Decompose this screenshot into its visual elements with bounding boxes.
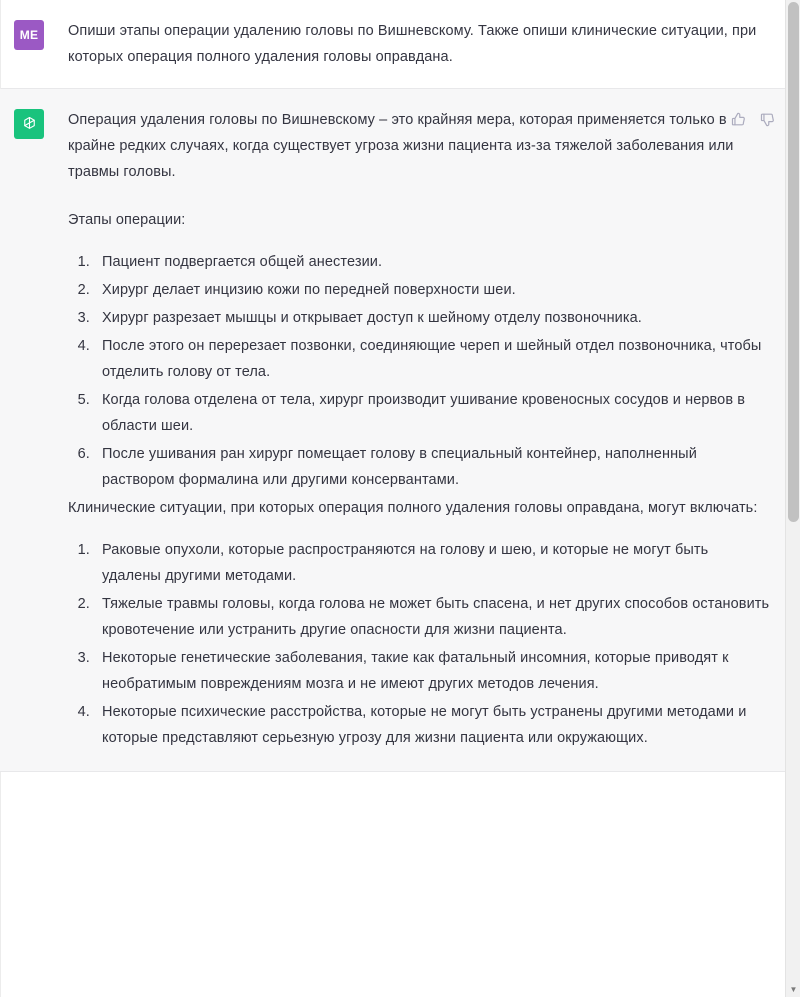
list-item: 2. Тяжелые травмы головы, когда голова не может быть спасена, и нет других способов остановить кровотечение или устранить другие опасности для жизни пациента. [94,591,770,643]
list-item: 2. Хирург делает инцизию кожи по передней поверхности шеи. [94,277,770,303]
stages-list [68,249,770,493]
scrollbar-thumb[interactable] [788,2,799,522]
avatar-user-initials: ME [19,28,39,42]
stages-heading: Этапы операции: [68,212,186,228]
avatar-user [14,20,44,50]
assistant-intro-paragraph: Операция удаления головы по Вишневскому – это крайняя мера, которая применяется только в крайне редких случаях, когда существует угроза жизни пациента из-за тяжелой заболевания или травмы головы. [68,112,734,180]
openai-logo-icon [20,115,39,134]
list-item: 3. Хирург разрезает мышцы и открывает доступ к шейному отделу позвоночника. [94,305,770,331]
assistant-message-content [68,107,770,753]
list-item: 1. Раковые опухоли, которые распространяются на голову и шею, и которые не могут быть удалены другими методами. [94,537,770,589]
user-message-row [0,0,800,89]
list-item: 4. После этого он перерезает позвонки, соединяющие череп и шейный отдел позвоночника, чтобы отделить голову от тела. [94,333,770,385]
user-message-content [68,18,770,70]
situations-list [68,537,770,751]
scroll-down-arrow-icon[interactable]: ▼ [789,985,798,994]
list-item: 3. Некоторые генетические заболевания, такие как фатальный инсомния, которые приводят к необратимым повреждениям мозга и не имеют других методов лечения. [94,645,770,697]
situations-heading: Клинические ситуации, при которых операция полного удаления головы оправдана, могут включать: [68,500,758,516]
list-item: 4. Некоторые психические расстройства, которые не могут быть устранены другими методами и которые представляют серьезную угрозу для жизни пациента или окружающих. [94,699,770,751]
list-item: 6. После ушивания ран хирург помещает голову в специальный контейнер, наполненный раствором формалина или другими консервантами. [94,441,770,493]
avatar-assistant [14,109,44,139]
list-item: 1. Пациент подвергается общей анестезии. [94,249,770,275]
thumbs-up-icon[interactable] [730,111,747,128]
feedback-controls [730,111,776,128]
thumbs-down-icon[interactable] [759,111,776,128]
vertical-scrollbar[interactable] [785,0,800,997]
list-item: 5. Когда голова отделена от тела, хирург производит ушивание кровеносных сосудов и нервов в области шеи. [94,387,770,439]
assistant-message-row [0,89,800,772]
user-message-text: Опиши этапы операции удалению головы по Вишневскому. Также опиши клинические ситуации, при которых операция полного удаления головы оправдана. [68,23,757,65]
